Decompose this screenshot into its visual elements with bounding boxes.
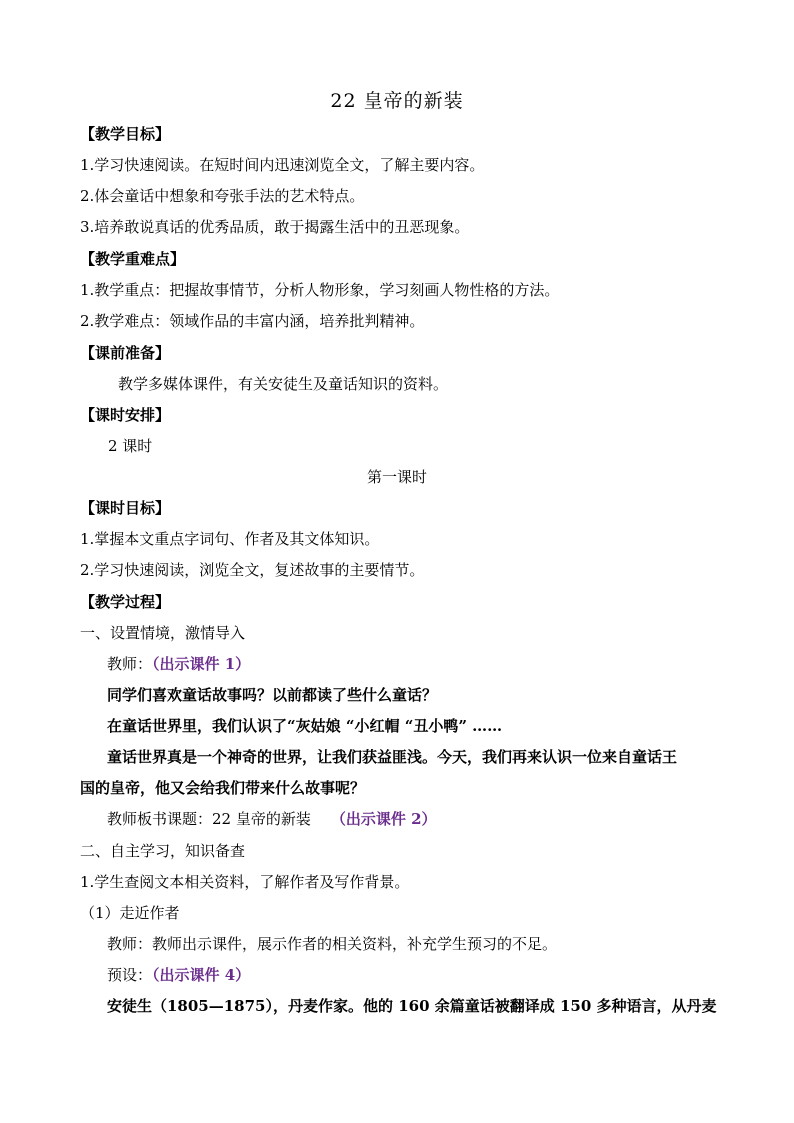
document-title: 22 皇帝的新装: [330, 90, 464, 112]
courseware-1-note: （出示课件 1）: [152, 655, 251, 673]
goal-item-1: 1.学习快速阅读。在短时间内迅速浏览全文，了解主要内容。: [80, 156, 485, 174]
courseware-2-note: （出示课件 2）: [330, 810, 437, 828]
teacher-label: 教师：: [107, 655, 153, 673]
key-point-1: 1.教学重点：把握故事情节，分析人物形象，学习刻画人物性格的方法。: [80, 281, 560, 299]
section-two-item-1: 1.学生查阅文本相关资料，了解作者及写作背景。: [80, 873, 410, 891]
paragraph-2: 在童话世界里，我们认识了“灰姑娘 “小红帽 “丑小鸭” ……: [107, 717, 503, 735]
heading-schedule: 【课时安排】: [80, 406, 171, 424]
paragraph-3-line-1: 童话世界真是一个神奇的世界，让我们获益匪浅。今天，我们再来认识一位来自童话王: [107, 748, 678, 766]
lesson-goal-2: 2.学习快速阅读，浏览全文，复述故事的主要情节。: [80, 561, 425, 579]
key-point-2: 2.教学难点：领域作品的丰富内涵，培养批判精神。: [80, 312, 425, 330]
heading-lesson-goals: 【课时目标】: [80, 499, 171, 517]
section-two-heading: 二、自主学习，知识备查: [80, 842, 246, 860]
teacher-line-2: [107, 809, 437, 829]
board-title-text: 教师板书课题：22 皇帝的新装: [107, 810, 311, 828]
goal-item-3: 3.培养敢说真话的优秀品质，敢于揭露生活中的丑恶现象。: [80, 218, 470, 236]
schedule-text: 2 课时: [108, 437, 153, 455]
teacher-line-3: 教师：教师出示课件，展示作者的相关资料，补充学生预习的不足。: [107, 935, 558, 953]
preset-line: [107, 965, 250, 985]
preset-label: 预设：: [107, 966, 153, 984]
heading-process: 【教学过程】: [80, 593, 171, 611]
paragraph-3-line-2: 国的皇帝，他又会给我们带来什么故事呢？: [80, 779, 366, 797]
paragraph-1: 同学们喜欢童话故事吗？以前都读了些什么童话？: [107, 686, 438, 704]
preparation-text: 教学多媒体课件，有关安徒生及童话知识的资料。: [118, 375, 449, 393]
goal-item-2: 2.体会童话中想象和夸张手法的艺术特点。: [80, 187, 365, 205]
teacher-line-1: [107, 654, 250, 674]
heading-teaching-goals: 【教学目标】: [80, 125, 171, 143]
courseware-4-note: （出示课件 4）: [152, 966, 251, 984]
section-one-heading: 一、设置情境，激情导入: [80, 624, 246, 642]
paragraph-andersen: 安徒生（1805—1875），丹麦作家。他的 160 余篇童话被翻译成 150 多种语言，从丹麦: [107, 997, 717, 1015]
section-two-subitem: （1）走近作者: [80, 904, 180, 922]
lesson-one-title: 第一课时: [366, 468, 427, 486]
lesson-goal-1: 1.掌握本文重点字词句、作者及其文体知识。: [80, 530, 380, 548]
heading-preparation: 【课前准备】: [80, 344, 171, 362]
heading-key-points: 【教学重难点】: [80, 250, 186, 268]
